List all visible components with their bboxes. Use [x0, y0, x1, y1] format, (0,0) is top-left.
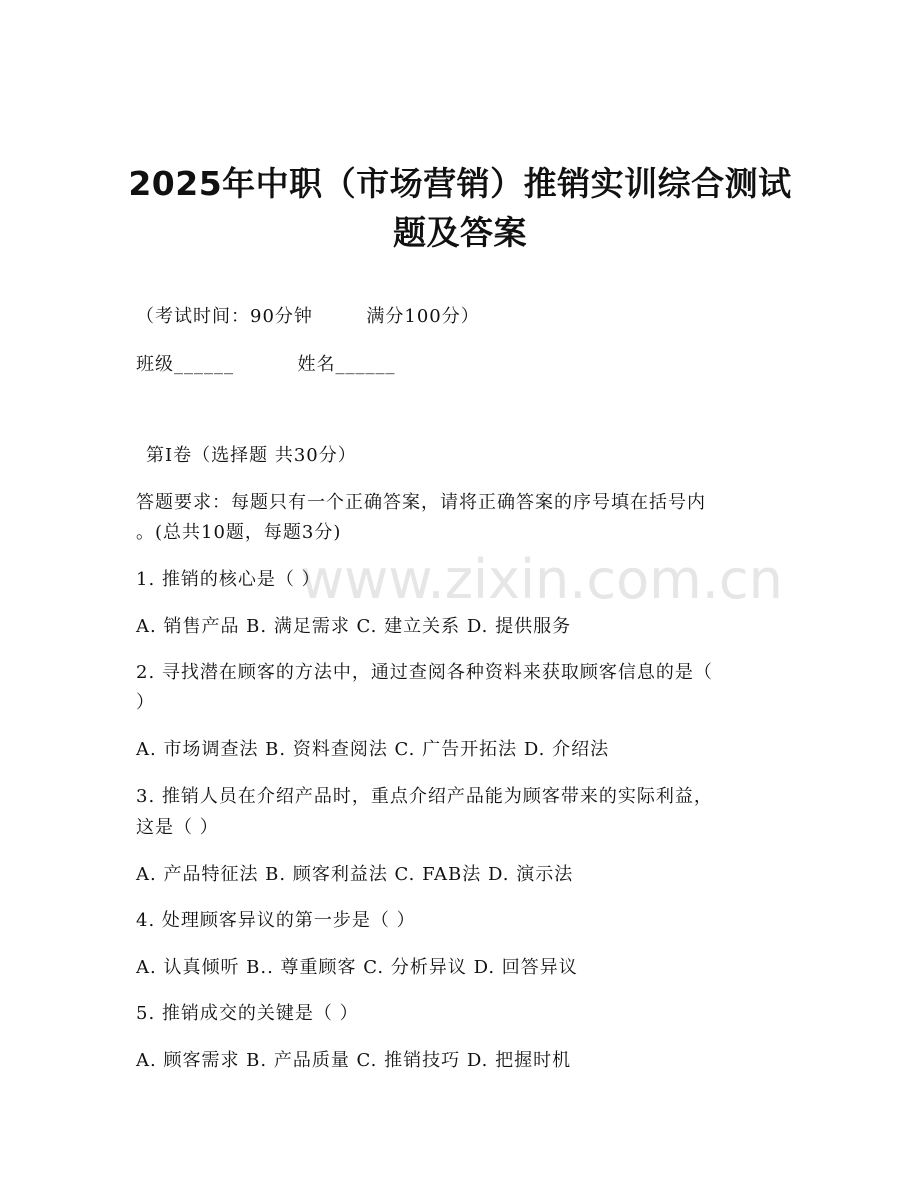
question-2-options: A. 市场调查法 B. 资料查阅法 C. 广告开拓法 D. 介绍法	[136, 739, 610, 760]
question-3-stem-line-1: 3. 推销人员在介绍产品时，重点介绍产品能为顾客带来的实际利益，	[136, 786, 713, 807]
title-line-1: 2025年中职（市场营销）推销实训综合测试	[128, 164, 792, 203]
section-heading: 第Ⅰ卷（选择题 共30分）	[146, 445, 357, 466]
instruction-line-2: 。(总共10题，每题3分)	[136, 522, 342, 543]
exam-time: （考试时间：90分钟	[136, 306, 313, 327]
question-4-stem: 4. 处理顾客异议的第一步是（ ）	[136, 910, 416, 931]
question-2-stem-line-2: ）	[136, 692, 155, 713]
question-1-options: A. 销售产品 B. 满足需求 C. 建立关系 D. 提供服务	[136, 616, 572, 637]
title-line-2: 题及答案	[393, 213, 527, 252]
question-4-options: A. 认真倾听 B.. 尊重顾客 C. 分析异议 D. 回答异议	[136, 957, 578, 978]
exam-info	[136, 302, 480, 328]
exam-score: 满分100分）	[366, 306, 480, 327]
class-field: 班级______	[136, 354, 234, 375]
question-3-options: A. 产品特征法 B. 顾客利益法 C. FAB法 D. 演示法	[136, 864, 574, 885]
question-5-options: A. 顾客需求 B. 产品质量 C. 推销技巧 D. 把握时机	[136, 1050, 572, 1071]
watermark: www.zixin.com.cn	[300, 548, 783, 611]
question-1-stem: 1. 推销的核心是（ ）	[136, 569, 321, 590]
instruction-line-1: 答题要求：每题只有一个正确答案，请将正确答案的序号填在括号内	[136, 492, 706, 513]
question-2-stem-line-1: 2. 寻找潜在顾客的方法中，通过查阅各种资料来获取顾客信息的是（	[136, 662, 713, 683]
question-3-stem-line-2: 这是（ ）	[136, 817, 219, 838]
question-5-stem: 5. 推销成交的关键是（ ）	[136, 1003, 359, 1024]
name-field: 姓名______	[297, 354, 396, 375]
student-fields	[136, 350, 395, 376]
